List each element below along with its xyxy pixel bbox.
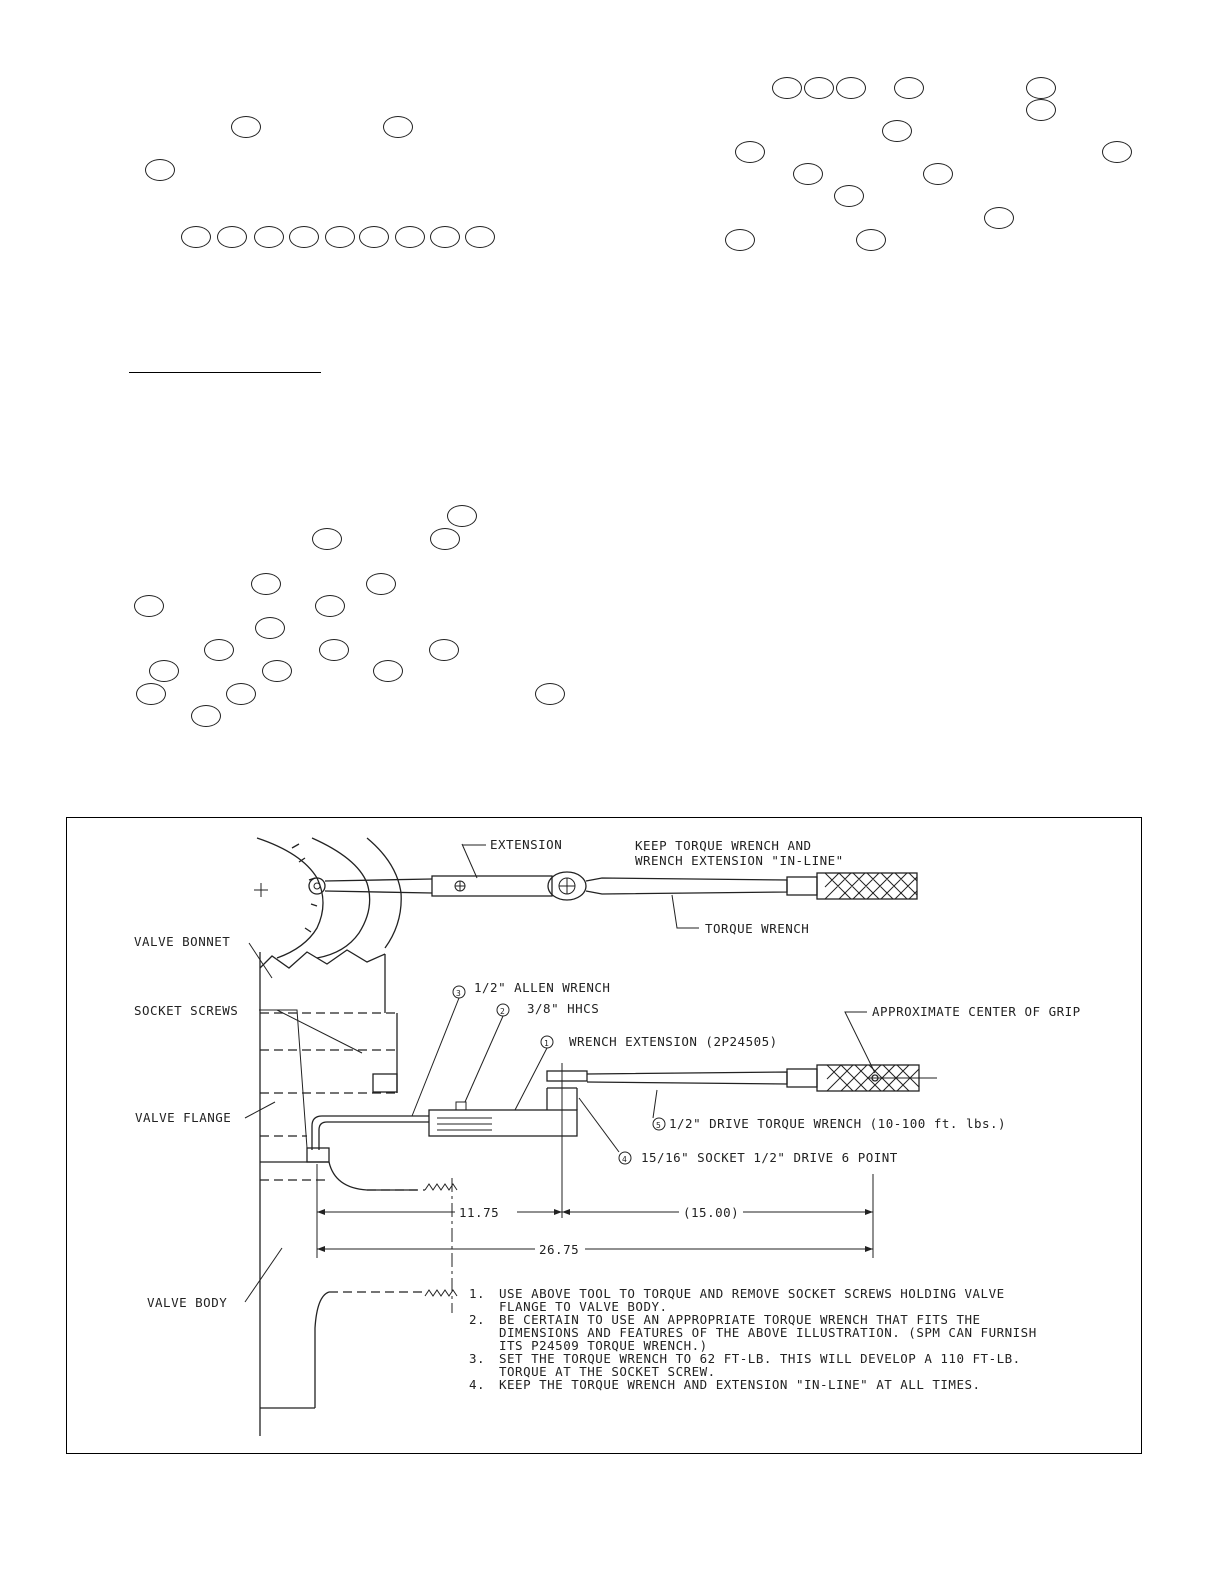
note-2-line2: DIMENSIONS AND FEATURES OF THE ABOVE ILLUSTRATION. (SPM CAN FURNISH	[499, 1325, 1037, 1340]
ref-bubble	[217, 226, 247, 248]
ref-bubble	[231, 116, 261, 138]
note-3-number: 3.	[469, 1351, 486, 1366]
ref-bubble	[836, 77, 866, 99]
valve-bonnet-label: VALVE BONNET	[134, 934, 231, 949]
dim-26-75: 26.75	[539, 1242, 580, 1257]
torque-tool	[312, 1063, 937, 1150]
callout-1-text: WRENCH EXTENSION (2P24505)	[569, 1034, 778, 1049]
note-2-line3: ITS P24509 TORQUE WRENCH.)	[499, 1338, 708, 1353]
callout-3-text: 1/2" ALLEN WRENCH	[474, 980, 611, 995]
note-4-number: 4.	[469, 1377, 486, 1392]
ref-bubble	[535, 683, 565, 705]
ref-bubble	[226, 683, 256, 705]
ref-bubble	[255, 617, 285, 639]
ref-bubble	[923, 163, 953, 185]
callout-3-number: 3	[456, 989, 462, 998]
callout-2-text: 3/8" HHCS	[527, 1001, 600, 1016]
socket-screws-label: SOCKET SCREWS	[134, 1003, 239, 1018]
dim-11-75: 11.75	[459, 1205, 500, 1220]
ref-bubble	[735, 141, 765, 163]
ref-bubble	[1026, 99, 1056, 121]
ref-bubble	[191, 705, 221, 727]
ref-bubble	[429, 639, 459, 661]
ref-bubble	[856, 229, 886, 251]
callout-4-text: 15/16" SOCKET 1/2" DRIVE 6 POINT	[641, 1150, 898, 1165]
ref-bubble	[359, 226, 389, 248]
ref-bubble	[804, 77, 834, 99]
ref-bubble	[373, 660, 403, 682]
ref-bubble	[984, 207, 1014, 229]
ref-bubble	[430, 226, 460, 248]
note-4-line1: KEEP THE TORQUE WRENCH AND EXTENSION "IN-LINE" AT ALL TIMES.	[499, 1377, 981, 1392]
top-view	[254, 837, 917, 958]
ref-bubble	[315, 595, 345, 617]
ref-bubble	[430, 528, 460, 550]
torque-wrench-label: TORQUE WRENCH	[705, 921, 810, 936]
ref-bubble	[465, 226, 495, 248]
note-1-line2: FLANGE TO VALVE BODY.	[499, 1299, 668, 1314]
ref-bubble	[1102, 141, 1132, 163]
callout-5-text: 1/2" DRIVE TORQUE WRENCH (10-100 ft. lbs.)	[669, 1116, 1007, 1131]
ref-bubble	[251, 573, 281, 595]
callout-4-number: 4	[622, 1155, 628, 1164]
note-3-line2: TORQUE AT THE SOCKET SCREW.	[499, 1364, 716, 1379]
ref-bubble	[312, 528, 342, 550]
keep-inline-label-line1: KEEP TORQUE WRENCH AND	[635, 838, 812, 853]
ref-bubble	[254, 226, 284, 248]
valve-assembly	[134, 934, 457, 1436]
keep-inline-label-line2: WRENCH EXTENSION "IN-LINE"	[635, 853, 844, 868]
valve-body-label: VALVE BODY	[147, 1295, 228, 1310]
ref-bubble	[834, 185, 864, 207]
ref-bubble	[725, 229, 755, 251]
ref-bubble	[395, 226, 425, 248]
ref-bubble	[882, 120, 912, 142]
ref-bubble	[149, 660, 179, 682]
ref-bubble	[366, 573, 396, 595]
callout-5-number: 5	[656, 1121, 662, 1130]
section-heading-underline	[129, 372, 321, 373]
ref-bubble	[772, 77, 802, 99]
ref-bubble	[325, 226, 355, 248]
callout-2-number: 2	[500, 1007, 506, 1016]
ref-bubble	[383, 116, 413, 138]
ref-bubble	[289, 226, 319, 248]
approx-center-label: APPROXIMATE CENTER OF GRIP	[872, 1004, 1081, 1019]
ref-bubble	[181, 226, 211, 248]
ref-bubble	[894, 77, 924, 99]
ref-bubble	[793, 163, 823, 185]
note-1-number: 1.	[469, 1286, 486, 1301]
dim-15-00: (15.00)	[683, 1205, 740, 1220]
ref-bubble	[319, 639, 349, 661]
note-2-line1: BE CERTAIN TO USE AN APPROPRIATE TORQUE WRENCH THAT FITS THE	[499, 1312, 981, 1327]
ref-bubble	[204, 639, 234, 661]
notes	[469, 1286, 1037, 1392]
valve-flange-label: VALVE FLANGE	[135, 1110, 232, 1125]
ref-bubble	[1026, 77, 1056, 99]
ref-bubble	[145, 159, 175, 181]
ref-bubble	[136, 683, 166, 705]
ref-bubble	[262, 660, 292, 682]
torque-tool-illustration	[66, 817, 1142, 1454]
note-1-line1: USE ABOVE TOOL TO TORQUE AND REMOVE SOCKET SCREWS HOLDING VALVE	[499, 1286, 1005, 1301]
callout-1-number: 1	[544, 1039, 550, 1048]
ref-bubble	[134, 595, 164, 617]
note-2-number: 2.	[469, 1312, 486, 1327]
illustration-svg	[67, 818, 1140, 1452]
note-3-line1: SET THE TORQUE WRENCH TO 62 FT-LB. THIS WILL DEVELOP A 110 FT-LB.	[499, 1351, 1021, 1366]
extension-label: EXTENSION	[490, 837, 563, 852]
ref-bubble	[447, 505, 477, 527]
